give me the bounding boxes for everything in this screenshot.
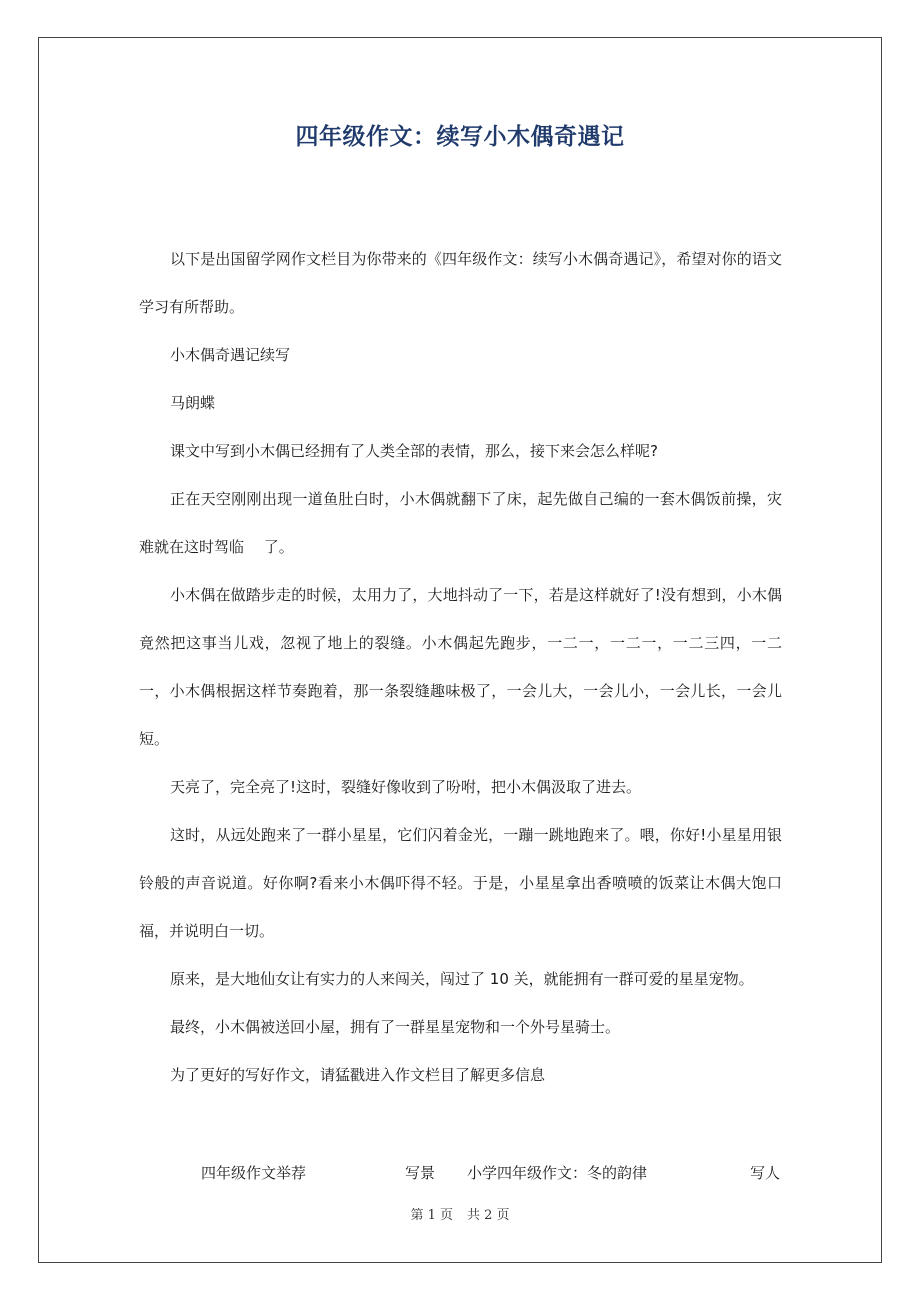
closing-paragraph: 为了更好的写好作文，请猛戳进入作文栏目了解更多信息 (170, 1066, 546, 1084)
page-footer (0, 1205, 920, 1227)
related-link-winter-rhythm[interactable]: 小学四年级作文：冬的韵律 (467, 1164, 648, 1182)
document-body (139, 235, 782, 1099)
related-links (0, 1156, 920, 1190)
body-paragraph: 课文中写到小木偶已经拥有了人类全部的表情，那么，接下来会怎么样呢? (170, 442, 658, 460)
related-link-recommend[interactable]: 四年级作文举荐 (201, 1164, 307, 1182)
body-paragraph: 天亮了，完全亮了!这时，裂缝好像收到了吩咐，把小木偶汲取了进去。 (170, 778, 642, 796)
body-paragraph: 小木偶在做踏步走的时候，太用力了，大地抖动了一下，若是这样就好了!没有想到，小木偶竟然把这事当儿戏，忽视了地上的裂缝。小木偶起先跑步，一二一，一二一，一二三四，一二一，小木偶根据这样节奏跑着，那一条裂缝趣味极了，一会儿大，一会儿小，一会儿长，一会儿短。 (139, 586, 782, 748)
subtitle-paragraph: 小木偶奇遇记续写 (170, 346, 291, 364)
document-title: 四年级作文：续写小木偶奇遇记 (295, 124, 625, 150)
body-paragraph: 正在天空刚刚出现一道鱼肚白时，小木偶就翻下了床，起先做自己编的一套木偶饭前操，灾难就在这时驾临 了。 (139, 490, 782, 556)
page-total: 共 2 页 (467, 1208, 510, 1223)
page-number: 第 1 页 (410, 1208, 453, 1223)
author-paragraph: 马朗蝶 (170, 394, 216, 412)
body-paragraph: 这时，从远处跑来了一群小星星，它们闪着金光，一蹦一跳地跑来了。喂，你好!小星星用银铃般的声音说道。好你啊?看来小木偶吓得不轻。于是，小星星拿出香喷喷的饭菜让木偶大饱口福，并说明白一切。 (139, 826, 782, 940)
related-link-scenery[interactable]: 写景 (405, 1164, 436, 1182)
body-paragraph: 最终，小木偶被送回小屋，拥有了一群星星宠物和一个外号星骑士。 (170, 1018, 621, 1036)
related-link-people[interactable]: 写人 (750, 1164, 781, 1182)
body-paragraph: 原来，是大地仙女让有实力的人来闯关，闯过了 10 关，就能拥有一群可爱的星星宠物。 (170, 970, 754, 988)
intro-paragraph: 以下是出国留学网作文栏目为你带来的《四年级作文：续写小木偶奇遇记》，希望对你的语文学习有所帮助。 (139, 250, 782, 316)
